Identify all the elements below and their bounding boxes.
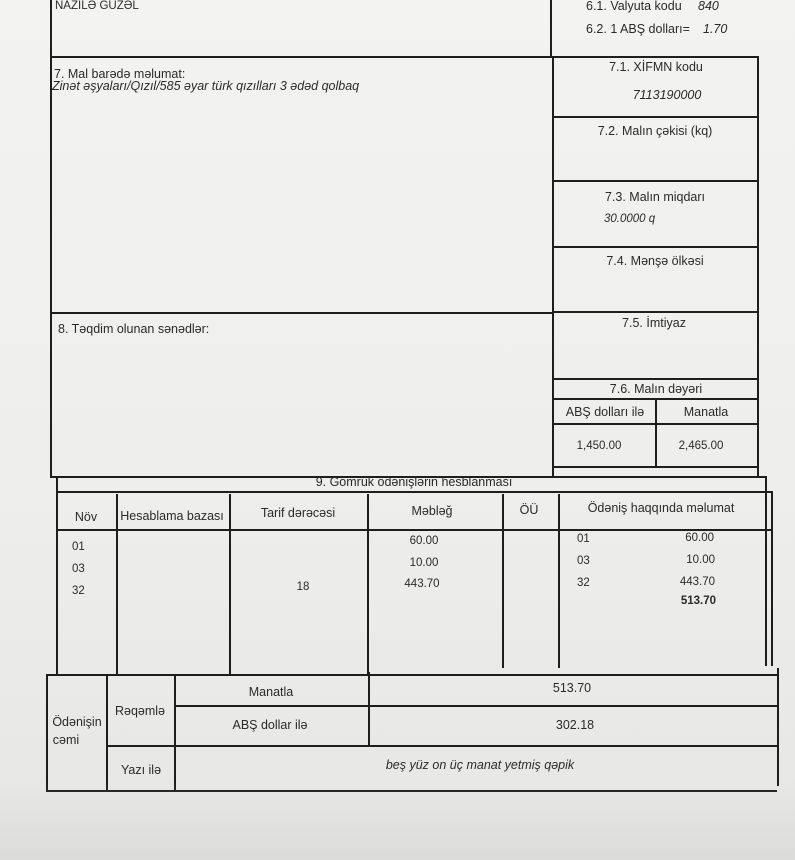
origin-label: 7.4. Mənşə ölkəsi: [606, 254, 704, 268]
section8-top-border: [50, 312, 553, 314]
privilege-label: 7.5. İmtiyaz: [622, 316, 686, 330]
totals-col-divider: [174, 674, 176, 791]
payment-code-32: 32: [577, 577, 590, 589]
totals-col-divider: [106, 674, 108, 792]
s9-left-border: [56, 476, 58, 676]
currency-code-label: 6.1. Valyuta kodu: [586, 0, 682, 13]
totals-label-line1: Ödənişin: [52, 715, 102, 729]
top-bottom-border: [50, 56, 758, 58]
numeric-label: Rəqəmlə: [114, 704, 166, 718]
exchange-rate-value: 1.70: [703, 22, 728, 36]
quantity-value: 30.0000 q: [604, 213, 656, 225]
col-divider: [229, 494, 231, 676]
payment-total: 513.70: [680, 595, 716, 607]
total-usd-label: ABŞ dollar ilə: [232, 718, 308, 732]
amount-03: 10.00: [409, 557, 439, 569]
col-divider: [558, 494, 560, 668]
payment-amount-01: 60.00: [685, 532, 714, 544]
totals-top-border: [46, 674, 777, 676]
amount-32: 443.70: [404, 578, 440, 590]
totals-row-divider: [174, 705, 778, 707]
payment-code-01: 01: [577, 533, 590, 545]
type-01: 01: [72, 541, 85, 553]
totals-col-divider: [368, 672, 370, 747]
hs-code-label: 7.1. XİFMN kodu: [609, 60, 703, 74]
main-left-border: [50, 56, 52, 476]
exchange-rate-label: 6.2. 1 ABŞ dolları=: [586, 22, 690, 36]
totals-row-divider: [106, 745, 778, 747]
value-usd: 1,450.00: [576, 440, 622, 452]
words-label: Yazı ilə: [120, 763, 162, 777]
value-usd-label: ABŞ dolları ilə: [565, 405, 645, 419]
total-usd-value: 302.18: [555, 718, 595, 732]
top-divider: [550, 0, 552, 56]
col-divider: [367, 494, 369, 674]
value-label: 7.6. Malın dəyəri: [609, 382, 703, 396]
goods-description: Zinət əşyaları/Qızıl/585 əyar türk qızılları 3 ədəd qolbaq: [52, 79, 360, 93]
col-divider: [502, 494, 504, 668]
goods-section-label: 7. Mal barədə məlumat:: [54, 67, 186, 81]
totals-label-line2: cəmi: [52, 733, 80, 747]
field-divider: [552, 378, 758, 380]
quantity-label: 7.3. Malın miqdarı: [604, 190, 706, 204]
payment-amount-03: 10.00: [686, 554, 715, 566]
s9-header-divider: [56, 529, 772, 531]
field-divider: [552, 311, 758, 313]
value-azn-label: Manatla: [683, 405, 729, 419]
field-divider: [552, 246, 758, 248]
hs-code-value: 7113190000: [632, 88, 702, 102]
field-divider: [552, 180, 758, 182]
totals-right-border: [777, 668, 779, 786]
page-shadow: [0, 780, 795, 860]
currency-code-value: 840: [698, 0, 719, 13]
totals-left-border: [46, 674, 48, 792]
header-base: Hesablama bazası: [120, 509, 224, 523]
payment-code-03: 03: [577, 555, 590, 567]
header-payment-info: Ödəniş haqqında məlumat: [587, 501, 735, 515]
s9-right-border: [765, 476, 767, 666]
type-32: 32: [72, 585, 85, 597]
weight-label: 7.2. Malın çəkisi (kq): [597, 124, 713, 138]
value-azn: 2,465.00: [678, 440, 724, 452]
payment-amount-32: 443.70: [679, 576, 715, 588]
customs-section-title: 9. Gömrük ödənişlərin hesblanması: [315, 475, 513, 489]
total-in-words: beş yüz on üç manat yetmiş qəpik: [385, 758, 575, 772]
total-azn-label: Manatla: [248, 685, 294, 699]
field-divider: [552, 466, 758, 468]
declarant-name: NAZİLƏ GÜZƏL: [55, 0, 139, 12]
documents-section-label: 8. Təqdim olunan sənədlər:: [58, 322, 210, 336]
tariff-rate: 18: [296, 581, 310, 593]
total-azn-value: 513.70: [552, 681, 592, 695]
type-03: 03: [72, 563, 85, 575]
field-divider: [552, 116, 758, 118]
top-left-border: [50, 0, 52, 56]
main-right-border: [757, 56, 759, 476]
main-divider: [552, 56, 554, 476]
col-divider: [771, 491, 773, 666]
header-rate: Tarif dərəcəsi: [260, 506, 336, 520]
header-amount: Məbləğ: [411, 504, 453, 518]
value-divider: [655, 398, 657, 468]
s9-title-divider: [56, 491, 772, 493]
header-ou: ÖÜ: [519, 503, 539, 517]
col-divider: [116, 494, 118, 676]
amount-01: 60.00: [409, 535, 439, 547]
header-type: Növ: [74, 510, 98, 524]
